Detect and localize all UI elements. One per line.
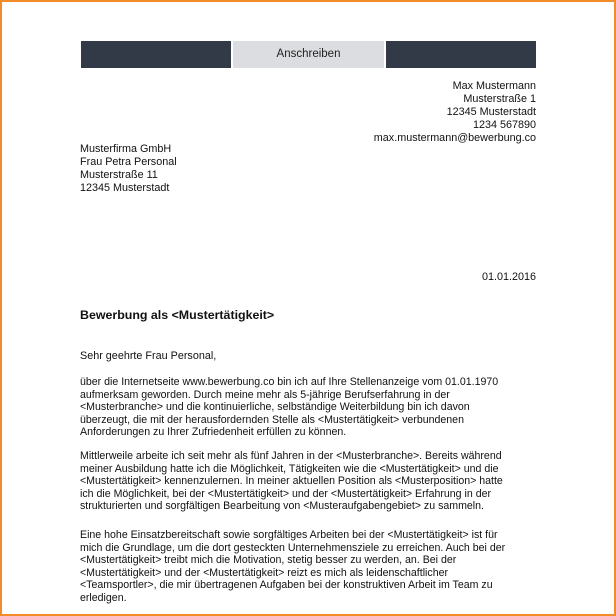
paragraph-line: <Mustertätigkeit> und der <Mustertätigkeit> reizt es mich als leidenschaftlicher — [80, 566, 449, 579]
sender-city: 12345 Musterstadt — [446, 106, 536, 118]
letter-date: 01.01.2016 — [481, 271, 536, 283]
paragraph-line: meiner Ausbildung hatte ich die Möglichkeit, Tätigkeiten wie die <Mustertätigkeit> und die — [80, 462, 499, 475]
sender-name: Max Mustermann — [452, 80, 536, 92]
paragraph-line: über die Internetseite www.bewerbung.co bin ich auf Ihre Stellenanzeige vom 01.01.1970 — [80, 376, 499, 388]
header-bar-left-block — [81, 41, 231, 68]
paragraph-line: aufmerksam geworden. Durch meine mehr als 5-jährige Berufserfahrung in der — [80, 388, 450, 401]
sender-email: max.mustermann@bewerbung.co — [373, 132, 536, 144]
paragraph-line: <Mustertätigkeit> kennenzulernen. In meiner aktuellen Position als <Musterposition> hatte — [80, 475, 503, 488]
recipient-address — [80, 143, 177, 195]
sender-street: Musterstraße 1 — [463, 93, 536, 105]
sender-phone: 1234 567890 — [472, 119, 536, 131]
body-paragraph-2 — [80, 450, 540, 513]
paragraph-line: <Musterbranche> und die kontinuierliche, selbständige Weiterbildung bin ich davon — [80, 401, 470, 414]
header-bar — [81, 41, 536, 68]
body-paragraph-3 — [80, 529, 540, 605]
body-paragraph-1 — [80, 376, 540, 439]
recipient-street: Musterstraße 11 — [80, 169, 158, 181]
paragraph-line: Anforderungen zu Ihrer Zufriedenheit erfüllen zu können. — [80, 426, 347, 439]
paragraph-line: ich die Möglichkeit, bei der <Mustertätigkeit> und der <Mustertätigkeit> Erfahrung in der — [80, 487, 492, 500]
recipient-contact: Frau Petra Personal — [80, 156, 177, 168]
paragraph-line: mich die Grundlage, um die dort gesteckten Unternehmensziele zu erreichen. Auch bei der — [80, 541, 506, 554]
sender-address — [374, 80, 536, 145]
paragraph-line: erledigen. — [80, 591, 127, 604]
recipient-city: 12345 Musterstadt — [80, 182, 170, 194]
letter-subject: Bewerbung als <Mustertätigkeit> — [80, 308, 275, 322]
paragraph-line: <Teamsportler>, die mir übertragenen Aufgaben bei der konstruktiven Arbeit im Team zu — [80, 579, 493, 592]
header-title: Anschreiben — [233, 41, 384, 68]
header-bar-right-block — [386, 41, 536, 68]
paragraph-line: Eine hohe Einsatzbereitschaft sowie sorgfältiges Arbeiten bei der <Mustertätigkeit> ist für — [80, 529, 498, 541]
paragraph-line: Mittlerweile arbeite ich seit mehr als fünf Jahren in der <Musterbranche>. Bereits während — [80, 450, 502, 462]
paragraph-line: strukturierten und sorgfältigen Bearbeitung von <Musteraufgabengebiet> zu sammeln. — [80, 500, 484, 513]
paragraph-line: überzeugt, die mit der herausfordernden Stelle als <Mustertätigkeit> verbundenen — [80, 413, 464, 426]
recipient-company: Musterfirma GmbH — [80, 143, 172, 155]
paragraph-line: <Mustertätigkeit> treibt mich die Motivation, stetig besser zu werden, an. Bei der — [80, 554, 457, 567]
salutation: Sehr geehrte Frau Personal, — [80, 350, 217, 362]
